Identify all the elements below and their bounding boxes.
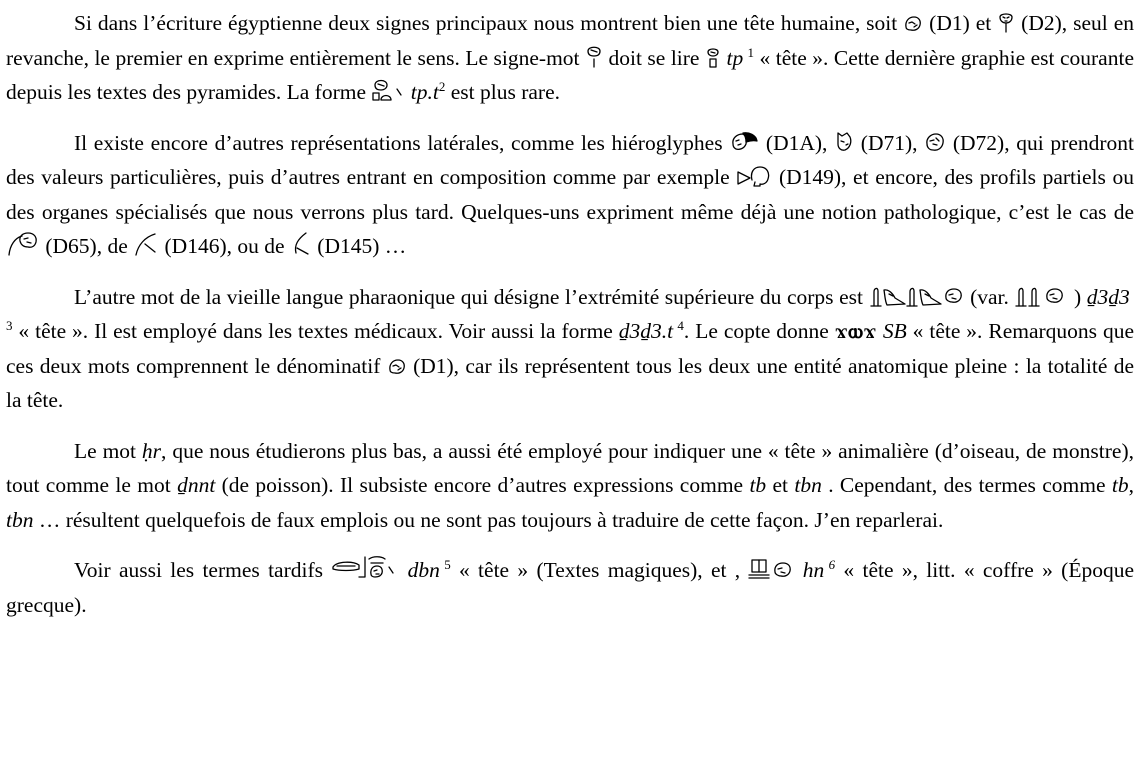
head-arc-d65-icon xyxy=(6,231,40,257)
text: (D149), et encore, des profils partiels ou des organes spécialisés que nous verrons plus tard. Quelques-uns expriment même déjà une notion pathologique, c’est le cas de xyxy=(6,165,1134,224)
box-sign-icon xyxy=(748,557,794,581)
text: L’autre mot de la vieille langue pharaonique qui désigne l’extrémité supérieure du corps est xyxy=(74,284,869,309)
text: (D146), ou de xyxy=(164,234,290,258)
head-d71-icon xyxy=(834,130,854,154)
transliteration: hn xyxy=(802,558,825,582)
paragraph-5 xyxy=(6,553,1134,622)
text: (D71), xyxy=(854,130,925,155)
text: . Le copte donne xyxy=(683,319,835,343)
footnote-ref: 4 xyxy=(677,317,684,333)
reed-pair-icon xyxy=(1014,284,1068,308)
head-profile-d1-icon xyxy=(903,14,923,34)
text: . Cependant, des termes comme xyxy=(821,473,1112,497)
transliteration: tbn xyxy=(6,507,34,532)
dialect-abbrev: SB xyxy=(882,319,907,343)
footnote-ref: 3 xyxy=(6,317,13,333)
text: ) xyxy=(1068,284,1087,309)
text: (D65), de xyxy=(40,234,134,258)
coptic-word: ϫⲱϫ xyxy=(834,319,877,343)
text: Si dans l’écriture égyptienne deux signes principaux nous montrent bien une tête humaine, soit xyxy=(74,11,898,35)
transliteration: tp.t xyxy=(410,80,439,104)
text: Il existe encore d’autres représentations latérales, comme les hiéroglyphes xyxy=(74,130,730,155)
transliteration: ḏ3ḏ3.t xyxy=(618,319,674,343)
transliteration: dbn xyxy=(407,558,440,582)
text: doit se lire xyxy=(603,45,705,70)
transliteration: ḏ3ḏ3 xyxy=(1086,284,1130,309)
paragraph-3 xyxy=(6,280,1134,418)
text: Le mot xyxy=(74,438,142,463)
head-profile-d1-icon xyxy=(387,357,407,377)
text: (var. xyxy=(964,284,1015,309)
text: , que nous étudierons plus bas, a aussi été employé pour indiquer une « tête » animalière (d’oiseau, de monstre), tout comme le mot xyxy=(6,438,1134,497)
footnote-ref: 2 xyxy=(438,78,446,94)
paragraph-1 xyxy=(6,6,1134,110)
text: … résultent quelquefois de faux emplois ou ne sont pas toujours à traduire de cette façon. J’en reparlerai. xyxy=(33,507,944,532)
arc-d146-icon xyxy=(133,231,159,257)
footnote-ref: 1 xyxy=(747,44,755,60)
paragraph-4 xyxy=(6,434,1134,538)
head-frontal-d2-icon xyxy=(997,12,1015,34)
transliteration: tb xyxy=(749,473,767,497)
text: et xyxy=(766,473,795,497)
text: (D2), seul en revanche, le premier en exprime entièrement le sens. Le signe-mot xyxy=(6,11,1134,70)
text: (D1) et xyxy=(923,11,998,35)
text: « tête ». Remarquons que ces deux mots comprennent le dénominatif xyxy=(6,319,1134,378)
text: (D1A), xyxy=(759,130,835,155)
head-stroke-bread-icon xyxy=(371,77,405,103)
transliteration: tp xyxy=(726,45,744,70)
head-stroke-small-icon xyxy=(705,47,721,69)
paragraph-2 xyxy=(6,126,1134,264)
text: est plus rare. xyxy=(445,80,560,104)
text: « tête » (Textes magiques), et , xyxy=(450,558,749,582)
footnote-ref: 6 xyxy=(828,556,836,572)
text: (de poisson). Il subsiste encore d’autres expressions comme xyxy=(215,473,750,497)
text: « tête », litt. « coffre » (Époque grecque). xyxy=(6,558,1135,617)
text: (D72), qui prendront des valeurs particulières, puis d’autres entrant en composition comme par exemple xyxy=(6,130,1134,189)
text: « tête ». Cette dernière graphie est courante depuis les textes des pyramides. La forme xyxy=(6,45,1134,104)
text: « tête ». Il est employé dans les textes médicaux. Voir aussi la forme xyxy=(12,319,619,343)
cone-head-d149-icon xyxy=(736,164,772,188)
text: Voir aussi les termes tardifs xyxy=(74,558,332,582)
footnote-ref: 5 xyxy=(444,556,451,572)
arc-d145-icon xyxy=(290,231,312,257)
reed-heron-pair-icon xyxy=(869,284,965,308)
text: , xyxy=(1128,473,1134,497)
text: (D145) … xyxy=(311,234,407,258)
transliteration: ḏnnt xyxy=(177,473,216,497)
transliteration: ḥr xyxy=(141,438,162,463)
dbn-group-icon xyxy=(331,553,399,581)
head-d72-icon xyxy=(924,132,946,154)
transliteration: tbn xyxy=(794,473,822,497)
transliteration: tb xyxy=(1111,473,1129,497)
head-stroke-tp-icon xyxy=(585,45,603,69)
head-hair-d1a-icon xyxy=(729,130,759,154)
text: (D1), car ils représentent tous les deux une entité anatomique pleine : la totalité de la tête. xyxy=(6,353,1135,412)
